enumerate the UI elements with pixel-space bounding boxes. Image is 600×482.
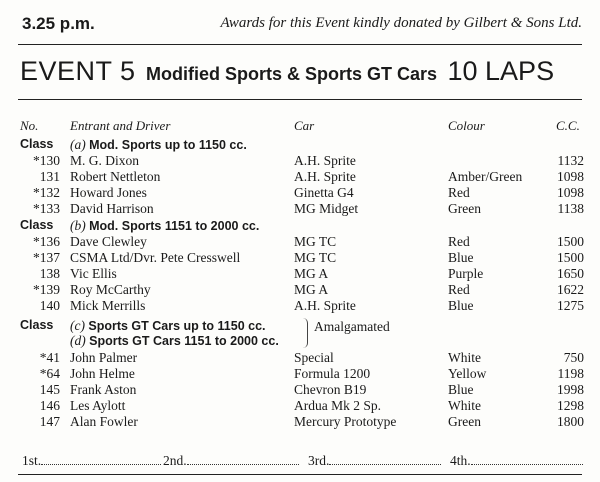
class-title-line: [70, 218, 259, 234]
class-heading: [0, 137, 600, 153]
table-row: [0, 350, 600, 366]
class-label: Class: [20, 318, 54, 332]
entrant-name: Mick Merrills: [70, 298, 146, 313]
car-number: 145: [39, 382, 60, 397]
car-number: *130: [33, 153, 60, 168]
entrant-name: John Helme: [70, 366, 135, 381]
class-heading: [0, 318, 600, 334]
start-time: 3.25 p.m.: [22, 14, 95, 33]
car-colour: White: [448, 350, 481, 365]
place-1st: [22, 453, 161, 469]
top-rule: [18, 44, 582, 45]
entrant-name: David Harrison: [70, 201, 154, 216]
car-number: *41: [39, 350, 60, 365]
engine-cc: 1800: [557, 414, 584, 429]
amalgamation-brace: [303, 318, 308, 348]
place-blank: [471, 453, 583, 465]
engine-cc: 1298: [557, 398, 584, 413]
entrant-name: Les Aylott: [70, 398, 126, 413]
class-letter: (b): [70, 218, 86, 233]
place-label: 1st.: [22, 453, 42, 468]
class-label: Class: [20, 137, 54, 151]
car-number: *132: [33, 185, 60, 200]
col-header-colour: Colour: [448, 118, 485, 133]
table-row: [0, 185, 600, 201]
class-label: Class: [20, 218, 54, 232]
car-number: *64: [39, 366, 60, 381]
car-model: Ardua Mk 2 Sp.: [294, 398, 381, 413]
table-row: [0, 153, 600, 169]
car-colour: Red: [448, 185, 470, 200]
amalgamated-note: Amalgamated: [314, 319, 390, 334]
car-colour: Blue: [448, 298, 474, 313]
table-row: [0, 414, 600, 430]
table-row: [0, 398, 600, 414]
car-number: 146: [39, 398, 60, 413]
class-letter: (c): [70, 318, 85, 333]
place-label: 2nd.: [163, 453, 187, 468]
class-title: Sports GT Cars up to 1150 cc.: [88, 319, 266, 333]
car-colour: Red: [448, 282, 470, 297]
car-model: A.H. Sprite: [294, 169, 356, 184]
table-row: [0, 298, 600, 314]
car-model: Chevron B19: [294, 382, 367, 397]
class-title-line: [70, 318, 266, 334]
entrant-name: Howard Jones: [70, 185, 147, 200]
car-colour: Green: [448, 201, 481, 216]
table-row: [0, 234, 600, 250]
car-number: *133: [33, 201, 60, 216]
engine-cc: 750: [563, 350, 584, 365]
car-model: Special: [294, 350, 334, 365]
car-colour: Blue: [448, 250, 474, 265]
entrant-name: John Palmer: [70, 350, 138, 365]
entrant-name: M. G. Dixon: [70, 153, 140, 168]
headline-rule: [18, 99, 582, 100]
event-headline: [20, 56, 554, 87]
class-title-line: [70, 137, 247, 153]
car-colour: Purple: [448, 266, 484, 281]
engine-cc: 1500: [557, 234, 584, 249]
class-letter: (a): [70, 137, 86, 152]
car-number: 147: [39, 414, 60, 429]
car-model: A.H. Sprite: [294, 298, 356, 313]
engine-cc: 1650: [557, 266, 584, 281]
car-number: 138: [39, 266, 60, 281]
event-title: Modified Sports & Sports GT Cars: [146, 64, 438, 84]
table-row: [0, 169, 600, 185]
header-bar: [22, 14, 582, 36]
car-model: Mercury Prototype: [294, 414, 397, 429]
engine-cc: 1275: [557, 298, 584, 313]
car-model: MG TC: [294, 250, 337, 265]
place-label: 3rd.: [308, 453, 330, 468]
entrant-name: Roy McCarthy: [70, 282, 151, 297]
engine-cc: 1998: [557, 382, 584, 397]
col-header-no: No.: [20, 118, 39, 133]
place-blank: [41, 453, 161, 465]
place-3rd: [308, 453, 441, 469]
engine-cc: 1098: [557, 169, 584, 184]
car-colour: Yellow: [448, 366, 487, 381]
entrant-name: Vic Ellis: [70, 266, 117, 281]
table-row: [0, 266, 600, 282]
entrant-name: CSMA Ltd/Dvr. Pete Cresswell: [70, 250, 241, 265]
engine-cc: 1138: [557, 201, 584, 216]
class-heading: [0, 218, 600, 234]
place-blank: [329, 453, 441, 465]
car-model: MG TC: [294, 234, 337, 249]
car-colour: Green: [448, 414, 481, 429]
table-row: [0, 201, 600, 217]
sponsor-note: Awards for this Event kindly donated by Gilbert & Sons Ltd.: [220, 15, 582, 31]
car-number: *136: [33, 234, 60, 249]
car-colour: White: [448, 398, 481, 413]
entrant-name: Alan Fowler: [70, 414, 138, 429]
car-number: *139: [33, 282, 60, 297]
class-title: Mod. Sports 1151 to 2000 cc.: [89, 219, 260, 233]
car-model: Ginetta G4: [294, 185, 354, 200]
place-2nd: [163, 453, 299, 469]
place-4th: [450, 453, 583, 469]
table-row: [0, 366, 600, 382]
car-model: MG A: [294, 266, 329, 281]
class-letter: (d): [70, 333, 86, 348]
car-model: MG A: [294, 282, 329, 297]
class-title-line: [70, 333, 279, 349]
car-model: A.H. Sprite: [294, 153, 356, 168]
bottom-rule: [18, 474, 582, 475]
engine-cc: 1500: [557, 250, 584, 265]
engine-cc: 1622: [557, 282, 584, 297]
engine-cc: 1132: [557, 153, 584, 168]
engine-cc: 1198: [557, 366, 584, 381]
class-heading: [0, 333, 600, 349]
entrant-name: Frank Aston: [70, 382, 137, 397]
entrant-name: Dave Clewley: [70, 234, 147, 249]
place-blank: [187, 453, 299, 465]
car-model: MG Midget: [294, 201, 359, 216]
place-label: 4th.: [450, 453, 471, 468]
car-model: Formula 1200: [294, 366, 371, 381]
car-number: *137: [33, 250, 60, 265]
car-colour: Blue: [448, 382, 474, 397]
car-number: 140: [39, 298, 60, 313]
car-colour: Amber/Green: [448, 169, 523, 184]
col-header-cc: C.C.: [556, 118, 580, 133]
class-title: Sports GT Cars 1151 to 2000 cc.: [89, 334, 279, 348]
engine-cc: 1098: [557, 185, 584, 200]
col-header-entrant: Entrant and Driver: [70, 118, 171, 133]
car-number: 131: [39, 169, 60, 184]
event-laps: 10 LAPS: [447, 56, 555, 86]
event-number: EVENT 5: [20, 56, 136, 86]
table-row: [0, 250, 600, 266]
car-colour: Red: [448, 234, 470, 249]
entrant-name: Robert Nettleton: [70, 169, 161, 184]
class-title: Mod. Sports up to 1150 cc.: [89, 138, 247, 152]
col-header-car: Car: [294, 118, 315, 133]
table-row: [0, 382, 600, 398]
table-row: [0, 282, 600, 298]
